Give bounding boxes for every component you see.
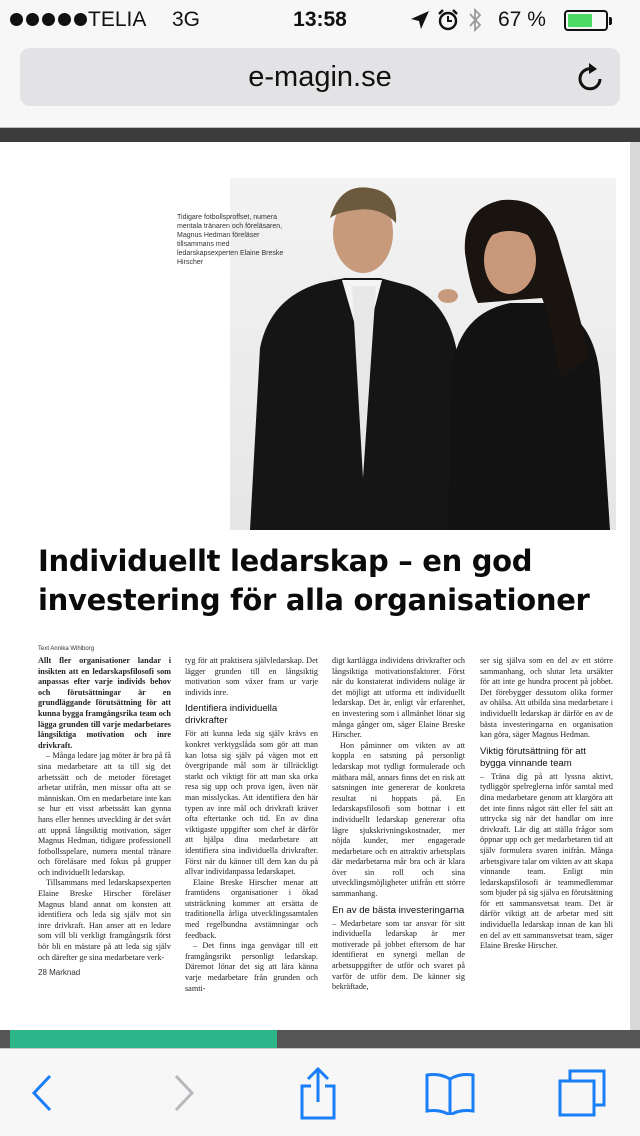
reload-icon[interactable] xyxy=(576,61,606,93)
battery-percent: 67 % xyxy=(498,8,546,31)
back-button[interactable] xyxy=(16,1067,68,1119)
bluetooth-icon xyxy=(468,8,482,32)
paragraph: Elaine Breske Hirscher menar att framtidens organisationer i ökad utsträckning kommer att ersätta de traditionella årliga utvecklingssamtalen med regelbundna avstämningar och feedback. xyxy=(185,877,318,940)
paragraph: Tillsammans med ledarskapsexperten Elaine Breske Hirscher föreläser Magnus bland annat om konsten att identifiera och leda sig själv mot sin inre drivkraft. Han anser att en ledare som vill bli verkligt framgångsrik först bör bli en mästare på att leda sig själv och därefter ge sina medarbetare verk- xyxy=(38,878,171,962)
article-byline: Text Annika Wihlborg xyxy=(38,646,95,652)
forward-button[interactable] xyxy=(158,1067,210,1119)
paragraph: – Träna dig på att lyssna aktivt, tydliggör spelreglerna inför samtal med dina medarbetare genom att klargöra att det inte finns något rätt eller fel sätt att uttrycka sig när det handlar om inre drivkraft. Lär dig att ställa frågor som öppnar upp och ger medarbetaren tid att själv formulera svaren inifrån. Många arbetsgivare talar om vikten av att skapa vinnande team. Enligt min ledarskapsfilosofi är teammedlemmar som bjuder på sig själva en förutsättning för ett sammansvetsat team. Det är därför viktigt att de arbetar med sitt individuella ledarskap innan de kan bli en del av ett sammansvetsat team, säger Elaine Breske Hirscher. xyxy=(480,771,613,951)
article-column-3 xyxy=(332,656,465,993)
status-bar xyxy=(0,0,640,40)
paragraph: – Många ledare jag möter är bra på få sina medarbetare att ta till sig det arbetssätt och de metoder företaget arbetar utifrån, men missar ofta att se människan. Om en medarbetare inte kan se hur ett visst arbetssätt kan gynna hans eller hennes utveckling är det svårt att uppnå långsiktig motivation, säger Magnus Hedman, tidigare professionell fotbollsspelare, numera mental tränare och föreläsare med fokus på grupper och individuellt ledarskap. xyxy=(38,751,171,877)
bookmarks-book-icon xyxy=(424,1071,476,1115)
network-type: 3G xyxy=(172,8,201,31)
paragraph: digt kartlägga individens drivkrafter och långsiktiga motivationsfaktorer. Först när du konstaterat individens nuläge är det möjligt att utforma ett individuellt ledarskap. Det är, enligt vår erfarenhet, en investering som i allmänhet lönar sig många gånger om, säger Elaine Breske Hirscher. xyxy=(332,656,465,740)
photo-caption: Tidigare fotbollsproffset, numera mentala tränaren och föreläsaren, Magnus Hedman föreläser tillsammans med ledarskapsexperten Elaine Breske Hirscher xyxy=(177,214,284,266)
article-photo xyxy=(230,178,616,530)
battery-icon xyxy=(564,10,608,31)
bookmarks-button[interactable] xyxy=(424,1067,476,1119)
article-column-4 xyxy=(480,656,613,952)
article-lead: Allt fler organisationer landar i insikten att en ledarskapsfilosofi som anpassas efter varje individs behov och förutsättningar är en grundläggande förutsättning för att kunna bygga framgångsrika team och lägga grunden till varje medarbetares långsiktiga motivation och inre drivkraft. xyxy=(38,656,171,750)
subheading: Identifiera individuella drivkrafter xyxy=(185,703,278,727)
page-scroll-progress[interactable] xyxy=(10,1030,277,1048)
address-bar[interactable] xyxy=(20,48,620,106)
paragraph: För att kunna leda sig själv krävs en konkret verktygslåda som gör att man kan lotsa sig själv på vägen mot ett övergripande mål som är tillräckligt starkt och viktigt för att man ska orka resa sig upp och prova igen, även när man misslyckas. Att identifiera den här typen av inre mål och drivkraft kräver ofta eftertanke och tid. En av dina viktigaste uppgifter som chef är därför att hjälpa dina medarbetare att identifiera sina individuella drivkrafter. Först när du känner till dem kan du på allvar individanpassa ledarskapet. xyxy=(185,729,318,877)
page-top-border xyxy=(0,128,640,142)
subheading: Viktig förutsättning för att bygga vinnande team xyxy=(480,745,586,769)
article-column-2 xyxy=(185,656,318,994)
share-button[interactable] xyxy=(292,1067,344,1119)
paragraph: tyg för att praktisera självledarskap. Det lägger grunden till en långsiktig motivation som växer fram ur varje individs inre. xyxy=(185,656,318,697)
carrier-name: TELIA xyxy=(88,8,147,31)
subheading: En av de bästa investeringarna xyxy=(332,904,465,916)
paragraph: – Medarbetare som tar ansvar för sitt individuella ledarskap är mer motiverade på jobbet eftersom de har identifierat en synergi mellan de arbetsuppgifter de utför och svaret på varför de utför dem. De känner sig bekräftade, xyxy=(332,918,465,992)
magazine-page[interactable] xyxy=(0,142,640,1030)
clock: 13:58 xyxy=(293,8,347,31)
forward-chevron-icon xyxy=(172,1073,196,1113)
back-chevron-icon xyxy=(30,1073,54,1113)
page-edge xyxy=(630,142,640,1030)
alarm-clock-icon xyxy=(437,9,459,31)
location-arrow-icon xyxy=(410,10,430,30)
page-folio: 28 Marknad xyxy=(38,968,81,977)
url-text[interactable]: e-magin.se xyxy=(248,61,392,93)
share-icon xyxy=(298,1066,338,1120)
address-bar-area xyxy=(0,40,640,128)
tabs-button[interactable] xyxy=(556,1067,608,1119)
paragraph: – Det finns inga genvägar till ett framgångsrikt personligt ledarskap. Däremot lönar det sig att lära känna varje medarbetare från grunden och samti- xyxy=(185,941,318,993)
paragraph: Hon påminner om vikten av att koppla en satsning på personligt ledarskap mot tydligt formulerade och mätbara mål, annars finns det en risk att satsningen inte genererar de konkreta resultat ni hoppats på. En ledarskapsfilosofi som bottnar i ett individuellt ledarskap genererar ofta lägre sjukskrivningskostnader, mer nöjda kunder, mer engagerade medarbetare och en attraktiv arbetsplats där medarbetarna mår bra och är klara över sin roll och sina utvecklingsmöjligheter utifrån ett större sammanhang. xyxy=(332,740,465,899)
article-headline: Individuellt ledarskap – en god investering för alla organisationer xyxy=(38,544,590,617)
article-column-1 xyxy=(38,656,171,963)
tabs-icon xyxy=(556,1067,608,1119)
browser-toolbar xyxy=(0,1048,640,1136)
paragraph: ser sig själva som en del av ett större sammanhang, och slutar leta ursäkter för att inte ge hundra procent på jobbet. Det förebygger dessutom olika former av ohälsa. Att utbilda sina medarbetare i individuellt ledarskap är därför en av de bästa investeringarna en organisation kan göra, säger Magnus Hedman. xyxy=(480,656,613,740)
